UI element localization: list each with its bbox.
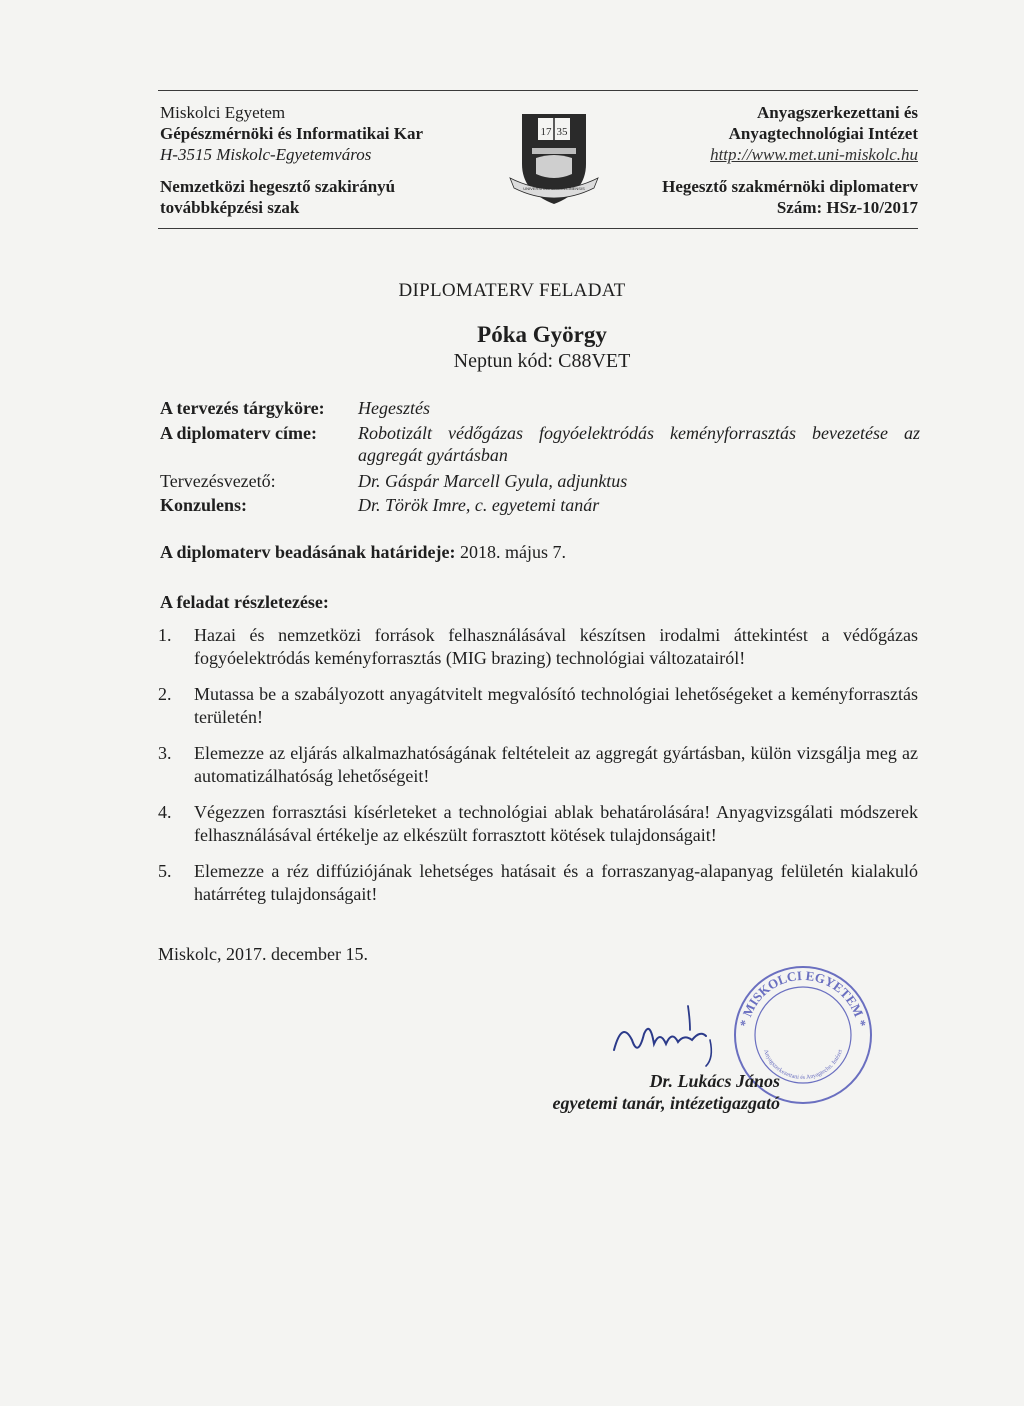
task-number: 3. (158, 743, 172, 763)
list-item (158, 801, 918, 847)
field-label: Tervezésvezető: (160, 471, 276, 491)
university-crest-logo (508, 108, 600, 208)
student-name: Póka György (477, 322, 607, 347)
signer-block (553, 1070, 781, 1114)
svg-text:Anyagszerkezettani és Anyagtec: Anyagszerkezettani és Anyagtechn. Intézet (761, 1048, 845, 1082)
svg-text:UNIVERSITAS MISKOLCINENSIS: UNIVERSITAS MISKOLCINENSIS (523, 186, 585, 191)
task-details-heading: A feladat részletezése: (160, 592, 329, 612)
deadline-value: 2018. május 7. (460, 542, 567, 562)
thesis-type: Hegesztő szakmérnöki diplomaterv (662, 177, 918, 196)
task-number: 4. (158, 802, 172, 822)
signer-name: Dr. Lukács János (649, 1071, 780, 1091)
task-text: Mutassa be a szabályozott anyagátvitelt megvalósító technológiai lehetőségeket a keményforrasztás területén! (194, 684, 918, 727)
task-text: Elemezze a réz diffúziójának lehetséges hatásait és a forraszanyag-alapanyag felületén kialakuló határréteg tulajdonságait! (194, 861, 918, 904)
list-item (158, 683, 918, 729)
faculty-name: Gépészmérnöki és Informatikai Kar (160, 124, 423, 143)
field-label: Konzulens: (160, 495, 248, 515)
document-title: DIPLOMATERV FELADAT (398, 280, 626, 301)
place-and-date: Miskolc, 2017. december 15. (158, 944, 368, 964)
neptun-code: Neptun kód: C88VET (453, 350, 631, 372)
university-address: H-3515 Miskolc-Egyetemváros (160, 145, 372, 164)
document-number: Szám: HSz-10/2017 (776, 198, 918, 217)
svg-text:17: 17 (540, 126, 552, 138)
field-label: A tervezés tárgyköre: (160, 398, 325, 418)
program-name-line2: továbbképzési szak (160, 198, 300, 217)
institute-name-line1: Anyagszerkezettani és (757, 103, 918, 122)
field-value: Dr. Gáspár Marcell Gyula, adjunktus (358, 471, 628, 491)
field-value: Dr. Török Imre, c. egyetemi tanár (358, 495, 600, 515)
header-bottom-rule (158, 228, 918, 229)
task-text: Hazai és nemzetközi források felhasználásával készítsen irodalmi áttekintést a védőgázas fogyóelektródás keményforrasztás (MIG brazing) technológiai változatairól! (194, 625, 918, 668)
header-right-block (662, 102, 918, 218)
list-item (158, 742, 918, 788)
program-name-line1: Nemzetközi hegesztő szakirányú (160, 177, 396, 196)
task-text: Elemezze az eljárás alkalmazhatóságának feltételeit az aggregát gyártásban, külön vizsgálja meg az automatizálhatóság lehetőségeit! (194, 743, 918, 786)
list-item (158, 860, 918, 906)
svg-text:* MISKOLCI EGYETEM *: * MISKOLCI EGYETEM * (736, 967, 870, 1028)
task-number: 2. (158, 684, 172, 704)
svg-text:35: 35 (556, 126, 568, 138)
field-value: Robotizált védőgázas fogyóelektródás keményforrasztás bevezetése az aggregát gyártásban (358, 423, 920, 465)
header-left-block (160, 102, 423, 218)
university-name: Miskolci Egyetem (160, 103, 286, 122)
task-list (158, 624, 918, 919)
list-item (158, 624, 918, 670)
deadline-label: A diplomaterv beadásának határideje: (160, 542, 456, 562)
field-label: A diplomaterv címe: (160, 423, 317, 443)
institute-name-line2: Anyagtechnológiai Intézet (728, 124, 918, 143)
signer-title: egyetemi tanár, intézetigazgató (552, 1093, 780, 1113)
handwritten-signature (610, 1000, 720, 1070)
task-number: 5. (158, 861, 172, 881)
field-value: Hegesztés (358, 398, 430, 418)
institute-url: http://www.met.uni-miskolc.hu (710, 145, 918, 164)
task-number: 1. (158, 625, 172, 645)
task-text: Végezzen forrasztási kísérleteket a technológiai ablak behatárolására! Anyagvizsgálati módszerek felhasználásával értékelje az elkészült forrasztott kötések tulajdonságait! (194, 802, 918, 845)
submission-deadline (160, 542, 566, 563)
header-top-rule (158, 90, 918, 91)
